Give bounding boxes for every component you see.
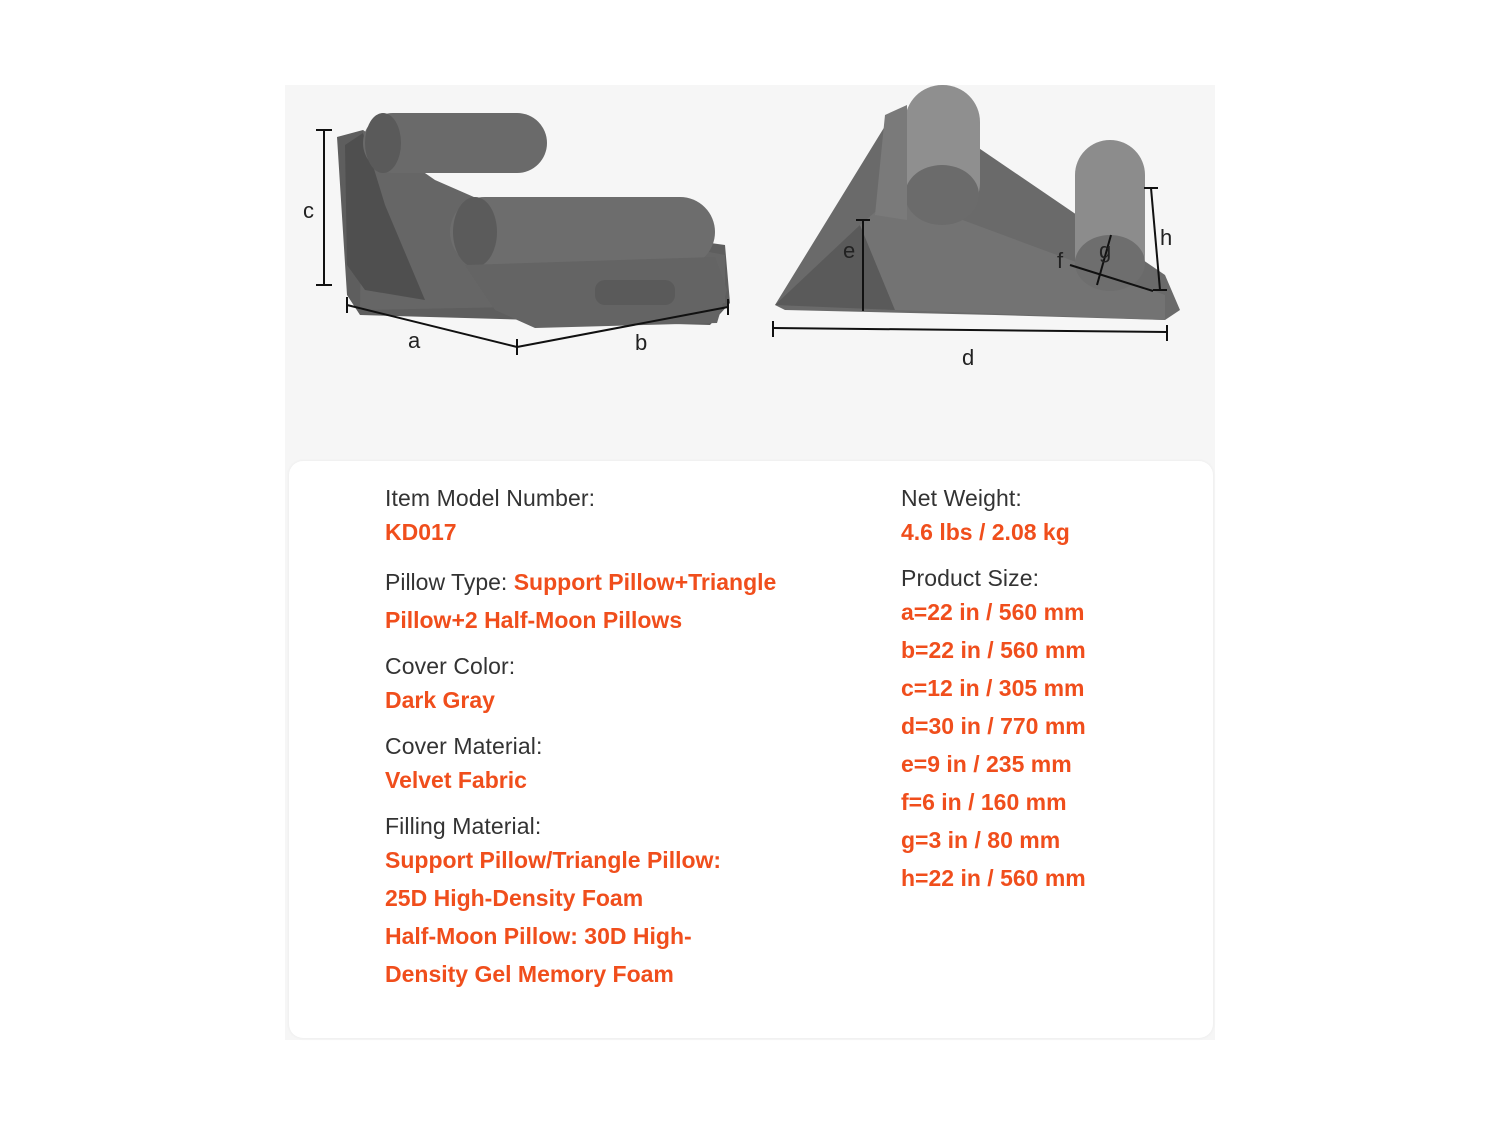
- spec-value: Velvet Fabric: [385, 767, 527, 793]
- spec-value-cont: Pillow+2 Half-Moon Pillows: [385, 607, 683, 633]
- spec-label: Cover Material:: [385, 733, 543, 759]
- dimension-label-h: h: [1160, 225, 1173, 250]
- spec-column-left: [385, 483, 845, 1005]
- size-value-d: d=30 in / 770 mm: [901, 713, 1086, 739]
- spec-value: 4.6 lbs / 2.08 kg: [901, 519, 1070, 545]
- spec-pillow-type: [385, 563, 845, 639]
- spec-label: Cover Color:: [385, 653, 516, 679]
- spec-label: Product Size:: [901, 565, 1040, 591]
- spec-label: Filling Material:: [385, 813, 542, 839]
- spec-column-right: [901, 483, 1201, 909]
- dimension-label-g: g: [1099, 238, 1112, 263]
- product-dimension-illustration: [285, 85, 1215, 465]
- size-value-b: b=22 in / 560 mm: [901, 637, 1086, 663]
- size-value-e: e=9 in / 235 mm: [901, 751, 1072, 777]
- dimension-label-f: f: [1057, 248, 1064, 273]
- dimension-label-b: b: [635, 330, 648, 355]
- dimension-label-a: a: [408, 328, 421, 353]
- size-value-a: a=22 in / 560 mm: [901, 599, 1085, 625]
- size-value-c: c=12 in / 305 mm: [901, 675, 1085, 701]
- size-value-g: g=3 in / 80 mm: [901, 827, 1061, 853]
- dimension-label-c: c: [303, 198, 314, 223]
- spec-value-line: 25D High-Density Foam: [385, 885, 644, 911]
- spec-value: Support Pillow+Triangle: [513, 569, 777, 595]
- spec-label: Item Model Number:: [385, 485, 596, 511]
- spec-value-line: Half-Moon Pillow: 30D High-: [385, 923, 692, 949]
- spec-cover-material: [385, 731, 845, 799]
- spec-value: Dark Gray: [385, 687, 495, 713]
- spec-value-line: Density Gel Memory Foam: [385, 961, 674, 987]
- size-value-f: f=6 in / 160 mm: [901, 789, 1067, 815]
- spec-cover-color: [385, 651, 845, 719]
- spec-value-line: Support Pillow/Triangle Pillow:: [385, 847, 722, 873]
- spec-net-weight: [901, 483, 1201, 551]
- wedge-pillow-set-image: [337, 113, 730, 328]
- spec-model: [385, 483, 845, 551]
- spec-label: Net Weight:: [901, 485, 1022, 511]
- dimension-label-e: e: [843, 238, 856, 263]
- triangle-wedge-side-image: [775, 85, 1180, 320]
- spec-label: Pillow Type:: [385, 569, 508, 595]
- spec-product-size: [901, 563, 1201, 897]
- spec-value: KD017: [385, 519, 457, 545]
- dimension-label-d: d: [962, 345, 975, 370]
- spec-filling-material: [385, 811, 845, 993]
- size-value-h: h=22 in / 560 mm: [901, 865, 1086, 891]
